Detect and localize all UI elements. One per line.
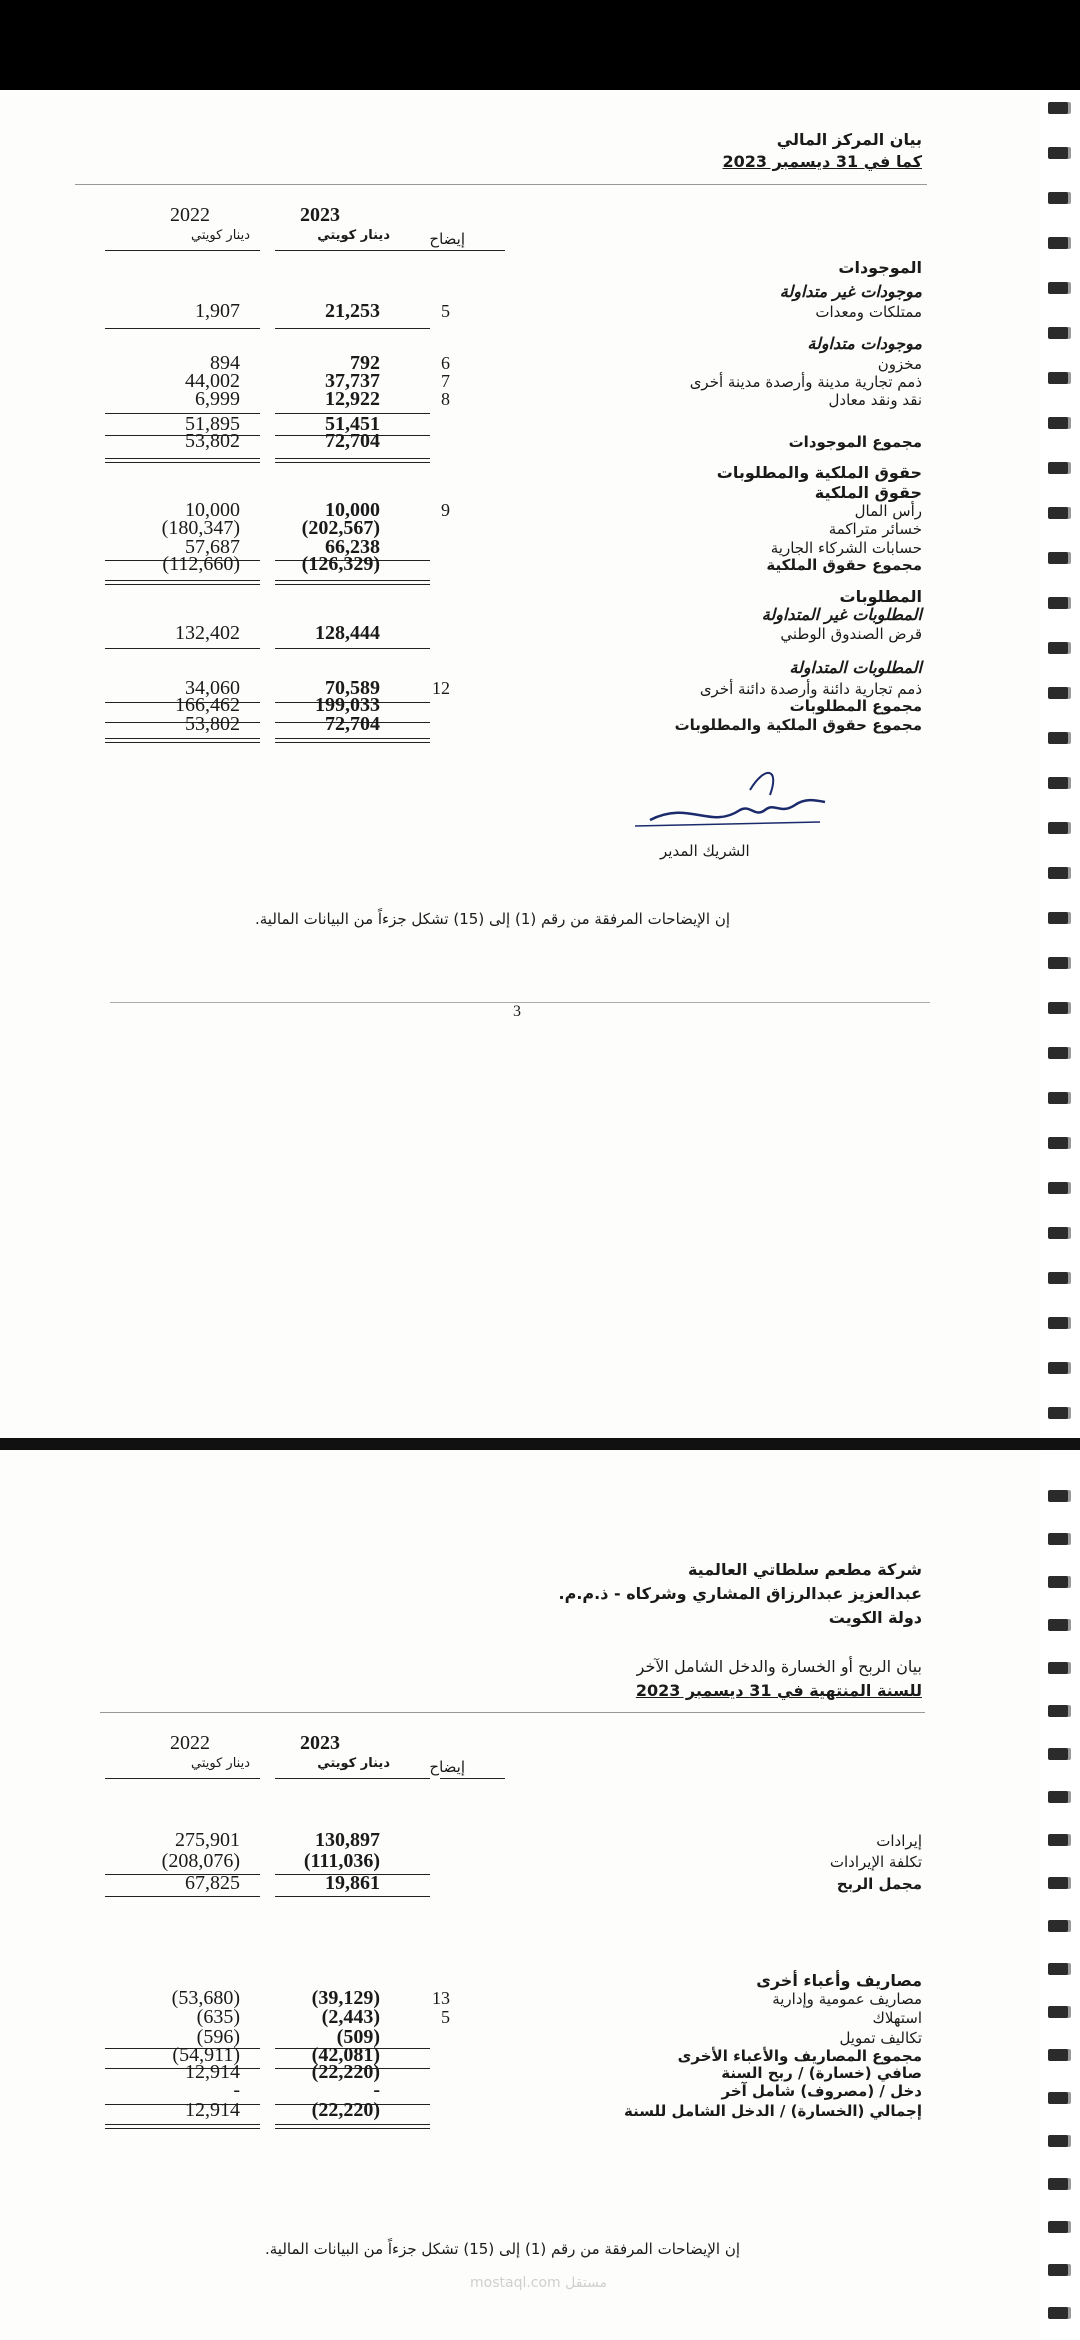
- total-rule-2022: [105, 2068, 260, 2069]
- row-value-2023: (22,220): [311, 2061, 380, 2083]
- row-label: رأس المال: [854, 502, 922, 520]
- binder-rings-top: [1040, 90, 1080, 1438]
- row-value-2022: 67,825: [185, 1872, 240, 1894]
- row-value-2022: 57,687: [185, 536, 240, 558]
- binder-ring: [1048, 1877, 1068, 1889]
- row-value-2022: -: [233, 2079, 240, 2101]
- row-label: إيرادات: [876, 1832, 922, 1850]
- binder-ring: [1048, 2178, 1068, 2190]
- watermark: مستقل mostaql.com: [470, 2275, 608, 2291]
- col-2022-underline: [105, 250, 260, 251]
- section-heading: حقوق الملكية والمطلوبات: [716, 463, 922, 482]
- col-2022-unit: دينار كويتي: [191, 1756, 250, 1771]
- binder-ring: [1048, 2307, 1068, 2319]
- row-note: 8: [441, 389, 450, 409]
- total-rule-2023: [275, 580, 430, 585]
- row-note: 9: [441, 500, 450, 520]
- section-heading: المطلوبات غير المتداولة: [761, 605, 922, 624]
- row-note: 12: [432, 678, 450, 698]
- row-note: 6: [441, 353, 450, 373]
- row-value-2022: (54,911): [172, 2044, 240, 2066]
- binder-ring: [1048, 282, 1068, 294]
- binder-ring: [1048, 1182, 1068, 1194]
- row-value-2023: 130,897: [315, 1829, 380, 1851]
- col-2023-unit: دينار كويتي: [317, 228, 390, 243]
- col-2022-unit: دينار كويتي: [191, 228, 250, 243]
- binder-ring: [1048, 2135, 1068, 2147]
- binder-ring: [1048, 597, 1068, 609]
- row-value-2022: 1,907: [195, 300, 240, 322]
- row-value-2023: 792: [350, 352, 380, 374]
- binder-ring: [1048, 1317, 1068, 1329]
- binder-ring: [1048, 687, 1068, 699]
- col-2023-header: 2023: [300, 1732, 340, 1754]
- page-title: بيان الربح أو الخسارة والدخل الشامل الآخر: [636, 1657, 922, 1676]
- row-label: إجمالي (الخسارة) / الدخل الشامل للسنة: [624, 2102, 922, 2120]
- row-value-2022: (208,076): [161, 1850, 240, 1872]
- section-heading: الموجودات: [838, 258, 922, 277]
- binder-ring: [1048, 1272, 1068, 1284]
- binder-ring: [1048, 777, 1068, 789]
- total-rule-2022: [105, 2124, 260, 2129]
- total-rule-2022: [105, 648, 260, 649]
- row-label: ممتلكات ومعدات: [815, 303, 922, 321]
- binder-ring: [1048, 1362, 1068, 1374]
- binder-ring: [1048, 732, 1068, 744]
- binder-ring: [1048, 1963, 1068, 1975]
- binder-ring: [1048, 1002, 1068, 1014]
- page-separator: [0, 1438, 1080, 1450]
- row-value-2022: 51,895: [185, 413, 240, 435]
- col-note-header: إيضاح: [429, 1758, 465, 1776]
- row-value-2023: 66,238: [325, 536, 380, 558]
- binder-ring: [1048, 1047, 1068, 1059]
- row-value-2023: 72,704: [325, 430, 380, 452]
- section-heading: المطلوبات: [839, 587, 922, 606]
- row-value-2023: (42,081): [311, 2044, 380, 2066]
- total-rule-2022: [105, 738, 260, 743]
- row-value-2022: 10,000: [185, 499, 240, 521]
- row-value-2023: (126,329): [301, 553, 380, 575]
- total-rule-2023: [275, 648, 430, 649]
- binder-ring: [1048, 147, 1068, 159]
- row-label: مجموع المطلوبات: [789, 697, 922, 715]
- header-divider: [100, 1712, 925, 1713]
- row-value-2022: 275,901: [175, 1829, 240, 1851]
- row-value-2022: 34,060: [185, 677, 240, 699]
- binder-ring: [1048, 1533, 1068, 1545]
- row-label: مخزون: [877, 355, 922, 373]
- header-divider: [75, 184, 927, 185]
- row-value-2022: 166,462: [175, 694, 240, 716]
- binder-ring: [1048, 822, 1068, 834]
- row-label: صافي (خسارة) / ربح السنة: [721, 2064, 922, 2082]
- total-rule-2022: [105, 328, 260, 329]
- country: دولة الكويت: [828, 1608, 922, 1627]
- binder-ring: [1048, 1619, 1068, 1631]
- binder-ring: [1048, 1748, 1068, 1760]
- row-value-2023: 37,737: [325, 370, 380, 392]
- row-value-2023: 12,922: [325, 388, 380, 410]
- binder-ring: [1048, 237, 1068, 249]
- binder-ring: [1048, 327, 1068, 339]
- row-value-2023: (39,129): [311, 1987, 380, 2009]
- binder-ring: [1048, 1407, 1068, 1419]
- page2-footnote: إن الإيضاحات المرفقة من رقم (1) إلى (15) تشكل جزءاً من البيانات المالية.: [265, 2240, 741, 2258]
- row-label: مجموع الموجودات: [788, 433, 922, 451]
- section-heading: موجودات متداولة: [807, 334, 922, 353]
- row-value-2022: 12,914: [185, 2099, 240, 2121]
- binder-ring: [1048, 2264, 1068, 2276]
- binder-ring: [1048, 507, 1068, 519]
- row-value-2022: (112,660): [162, 553, 240, 575]
- page1-footnote: إن الإيضاحات المرفقة من رقم (1) إلى (15) تشكل جزءاً من البيانات المالية.: [255, 910, 731, 928]
- row-label: ذمم تجارية مدينة وأرصدة مدينة أخرى: [689, 373, 922, 391]
- total-rule-2023: [275, 738, 430, 743]
- row-value-2023: 72,704: [325, 713, 380, 735]
- binder-ring: [1048, 372, 1068, 384]
- signature: [630, 760, 830, 840]
- binder-ring: [1048, 1227, 1068, 1239]
- col-note-header: إيضاح: [429, 230, 465, 248]
- company-legal-name: عبدالعزيز عبدالرزاق المشاري وشركاه - ذ.م.م.: [558, 1584, 922, 1603]
- binder-ring: [1048, 642, 1068, 654]
- section-heading: المطلوبات المتداولة: [789, 658, 922, 677]
- col-2023-header: 2023: [300, 204, 340, 226]
- company-name: شركة مطعم سلطاتي العالمية: [687, 1560, 922, 1579]
- row-value-2022: (596): [196, 2026, 240, 2048]
- row-value-2023: 199,033: [315, 694, 380, 716]
- total-rule-2023: [275, 2124, 430, 2129]
- row-note: 13: [432, 1988, 450, 2008]
- binder-ring: [1048, 1137, 1068, 1149]
- binder-ring: [1048, 1791, 1068, 1803]
- total-rule-2022: [105, 580, 260, 585]
- row-label: مصاريف عمومية وإدارية: [772, 1990, 922, 2008]
- row-value-2022: (180,347): [161, 517, 240, 539]
- section-heading: موجودات غير متداولة: [779, 282, 922, 301]
- row-value-2023: (509): [336, 2026, 380, 2048]
- row-value-2023: 10,000: [325, 499, 380, 521]
- row-label: نقد ونقد معادل: [828, 391, 922, 409]
- row-label: دخل / (مصروف) شامل آخر: [721, 2082, 922, 2100]
- row-label: قرض الصندوق الوطني: [780, 625, 922, 643]
- page-title: بيان المركز المالي: [776, 130, 922, 149]
- binder-ring: [1048, 552, 1068, 564]
- col-2023-underline: [275, 250, 430, 251]
- section-heading: حقوق الملكية: [814, 483, 922, 502]
- row-value-2023: 51,451: [325, 413, 380, 435]
- col-note-underline: [430, 250, 505, 251]
- page-subtitle: كما في 31 ديسمبر 2023: [722, 152, 922, 171]
- row-note: 7: [441, 371, 450, 391]
- binder-ring: [1048, 462, 1068, 474]
- row-label: استهلاك: [872, 2009, 922, 2027]
- row-value-2022: (53,680): [171, 1987, 240, 2009]
- col-2023-unit: دينار كويتي: [317, 1756, 390, 1771]
- row-value-2022: 894: [210, 352, 240, 374]
- row-value-2022: 6,999: [195, 388, 240, 410]
- binder-ring: [1048, 867, 1068, 879]
- row-value-2023: (111,036): [303, 1850, 380, 1872]
- row-value-2022: 44,002: [185, 370, 240, 392]
- row-value-2023: 70,589: [325, 677, 380, 699]
- row-value-2022: (635): [196, 2006, 240, 2028]
- row-note: 5: [441, 301, 450, 321]
- row-value-2023: (22,220): [311, 2099, 380, 2121]
- binder-rings-bottom: [1040, 1450, 1080, 2340]
- total-rule-2023: [275, 458, 430, 463]
- row-value-2023: (202,567): [301, 517, 380, 539]
- total-rule-2023: [275, 328, 430, 329]
- page-subtitle: للسنة المنتهية في 31 ديسمبر 2023: [635, 1681, 922, 1700]
- binder-ring: [1048, 2221, 1068, 2233]
- row-value-2023: 21,253: [325, 300, 380, 322]
- row-label: مجموع حقوق الملكية والمطلوبات: [674, 716, 922, 734]
- row-value-2022: 12,914: [185, 2061, 240, 2083]
- row-label: تكلفة الإيرادات: [829, 1853, 922, 1871]
- total-rule-2022: [105, 1896, 260, 1897]
- binder-ring: [1048, 2092, 1068, 2104]
- row-value-2023: (2,443): [321, 2006, 380, 2028]
- binder-ring: [1048, 1705, 1068, 1717]
- row-label: تكاليف تمويل: [839, 2029, 922, 2047]
- binder-ring: [1048, 1834, 1068, 1846]
- binder-ring: [1048, 192, 1068, 204]
- total-rule-2023: [275, 2068, 430, 2069]
- row-label: خسائر متراكمة: [828, 520, 922, 538]
- binder-ring: [1048, 1662, 1068, 1674]
- row-label: ذمم تجارية دائنة وأرصدة دائنة أخرى: [699, 680, 922, 698]
- signatory-title: الشريك المدير: [660, 842, 750, 860]
- row-value-2023: -: [373, 2079, 380, 2101]
- binder-ring: [1048, 1576, 1068, 1588]
- income-statement-page: [0, 1450, 1040, 2340]
- row-value-2023: 128,444: [315, 622, 380, 644]
- binder-ring: [1048, 2049, 1068, 2061]
- binder-ring: [1048, 2006, 1068, 2018]
- col-note-underline: [440, 1778, 505, 1779]
- col-2023-underline: [275, 1778, 430, 1779]
- row-value-2022: 53,802: [185, 713, 240, 735]
- binder-ring: [1048, 1920, 1068, 1932]
- row-label: مجمل الربح: [836, 1875, 922, 1893]
- page-number: 3: [513, 1003, 521, 1020]
- col-2022-header: 2022: [170, 1732, 210, 1754]
- binder-ring: [1048, 1092, 1068, 1104]
- binder-ring: [1048, 102, 1068, 114]
- binder-ring: [1048, 957, 1068, 969]
- balance-sheet-page: [0, 90, 1040, 1438]
- total-rule-2023: [275, 1896, 430, 1897]
- row-value-2022: 132,402: [175, 622, 240, 644]
- total-rule-2022: [105, 458, 260, 463]
- row-label: حسابات الشركاء الجارية: [770, 539, 922, 557]
- col-2022-underline: [105, 1778, 260, 1779]
- row-value-2023: 19,861: [325, 1872, 380, 1894]
- row-label: مجموع المصاريف والأعباء الأخرى: [677, 2047, 922, 2065]
- binder-ring: [1048, 417, 1068, 429]
- binder-ring: [1048, 1490, 1068, 1502]
- row-label: مجموع حقوق الملكية: [766, 556, 922, 574]
- col-2022-header: 2022: [170, 204, 210, 226]
- top-black-bar: [0, 0, 1080, 90]
- section-heading: مصاريف وأعباء أخرى: [756, 1971, 922, 1990]
- row-note: 5: [441, 2007, 450, 2027]
- binder-ring: [1048, 912, 1068, 924]
- row-value-2022: 53,802: [185, 430, 240, 452]
